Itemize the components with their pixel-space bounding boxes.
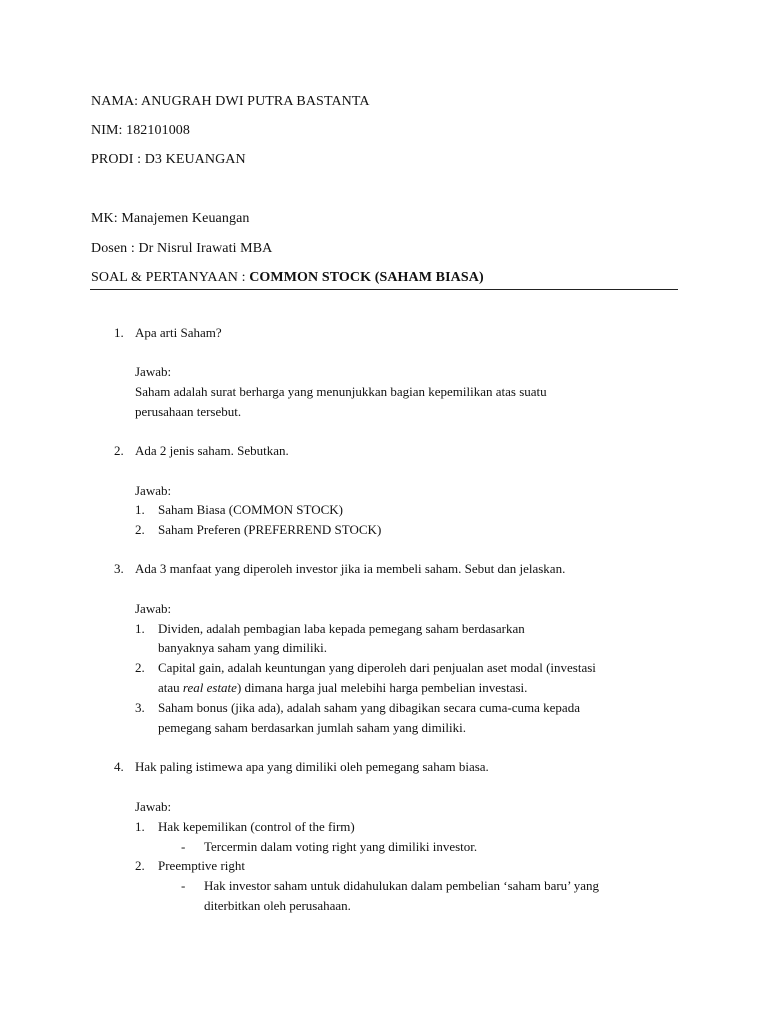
student-name: NAMA: ANUGRAH DWI PUTRA BASTANTA	[91, 94, 370, 109]
list-item-number: 2.	[135, 522, 145, 537]
sub-item-dash: -	[181, 878, 186, 893]
list-item-number: 1.	[135, 502, 145, 517]
topic-line	[91, 270, 484, 286]
list-item: Saham Preferen (PREFERREND STOCK)	[158, 522, 382, 537]
answer-label: Jawab:	[135, 799, 172, 814]
question-number: 1.	[114, 325, 124, 340]
list-item: Preemptive right	[158, 858, 246, 873]
question-number: 2.	[114, 443, 124, 458]
emphasized-term: real estate	[182, 680, 237, 695]
course-name: MK: Manajemen Keuangan	[91, 211, 250, 226]
text-fragment: atau	[158, 680, 183, 695]
list-item-continued: banyaknya saham yang dimiliki.	[158, 640, 327, 655]
study-program: PRODI : D3 KEUANGAN	[91, 152, 246, 167]
question-number: 4.	[114, 759, 124, 774]
header-divider	[90, 289, 678, 290]
list-item-number: 1.	[135, 819, 145, 834]
topic-title: COMMON STOCK (SAHAM BIASA)	[249, 270, 484, 285]
list-item-number: 2.	[135, 660, 145, 675]
sub-item: Hak investor saham untuk didahulukan dalam pembelian ‘saham baru’ yang	[204, 878, 600, 893]
answer-text: Saham adalah surat berharga yang menunjukkan bagian kepemilikan atas suatu	[135, 384, 547, 399]
list-item-number: 3.	[135, 700, 145, 715]
answer-label: Jawab:	[135, 601, 172, 616]
question-text: Hak paling istimewa apa yang dimiliki oleh pemegang saham biasa.	[135, 759, 489, 774]
list-item-continued: pemegang saham berdasarkan jumlah saham yang dimiliki.	[158, 720, 466, 735]
list-item: Saham Biasa (COMMON STOCK)	[158, 502, 344, 517]
sub-item-dash: -	[181, 839, 186, 854]
question-text: Apa arti Saham?	[135, 325, 222, 340]
question-number: 3.	[114, 561, 124, 576]
list-item-number: 2.	[135, 858, 145, 873]
student-nim: NIM: 182101008	[91, 123, 191, 138]
list-item: Dividen, adalah pembagian laba kepada pemegang saham berdasarkan	[158, 621, 525, 636]
sub-item-continued: diterbitkan oleh perusahaan.	[204, 898, 351, 913]
answer-text: perusahaan tersebut.	[135, 404, 242, 419]
lecturer-name: Dosen : Dr Nisrul Irawati MBA	[91, 241, 273, 256]
question-text: Ada 2 jenis saham. Sebutkan.	[135, 443, 289, 458]
list-item-continued	[158, 680, 527, 696]
list-item: Hak kepemilikan (control of the firm)	[158, 819, 355, 834]
text-fragment: ) dimana harga jual melebihi harga pembelian investasi.	[236, 680, 528, 695]
sub-item: Tercermin dalam voting right yang dimiliki investor.	[204, 839, 478, 854]
question-text: Ada 3 manfaat yang diperoleh investor jika ia membeli saham. Sebut dan jelaskan.	[135, 561, 566, 576]
list-item: Saham bonus (jika ada), adalah saham yang dibagikan secara cuma-cuma kepada	[158, 700, 580, 715]
answer-label: Jawab:	[135, 483, 172, 498]
list-item: Capital gain, adalah keuntungan yang diperoleh dari penjualan aset modal (investasi	[158, 660, 596, 675]
topic-label: SOAL & PERTANYAAN :	[91, 270, 250, 285]
answer-label: Jawab:	[135, 364, 172, 379]
list-item-number: 1.	[135, 621, 145, 636]
